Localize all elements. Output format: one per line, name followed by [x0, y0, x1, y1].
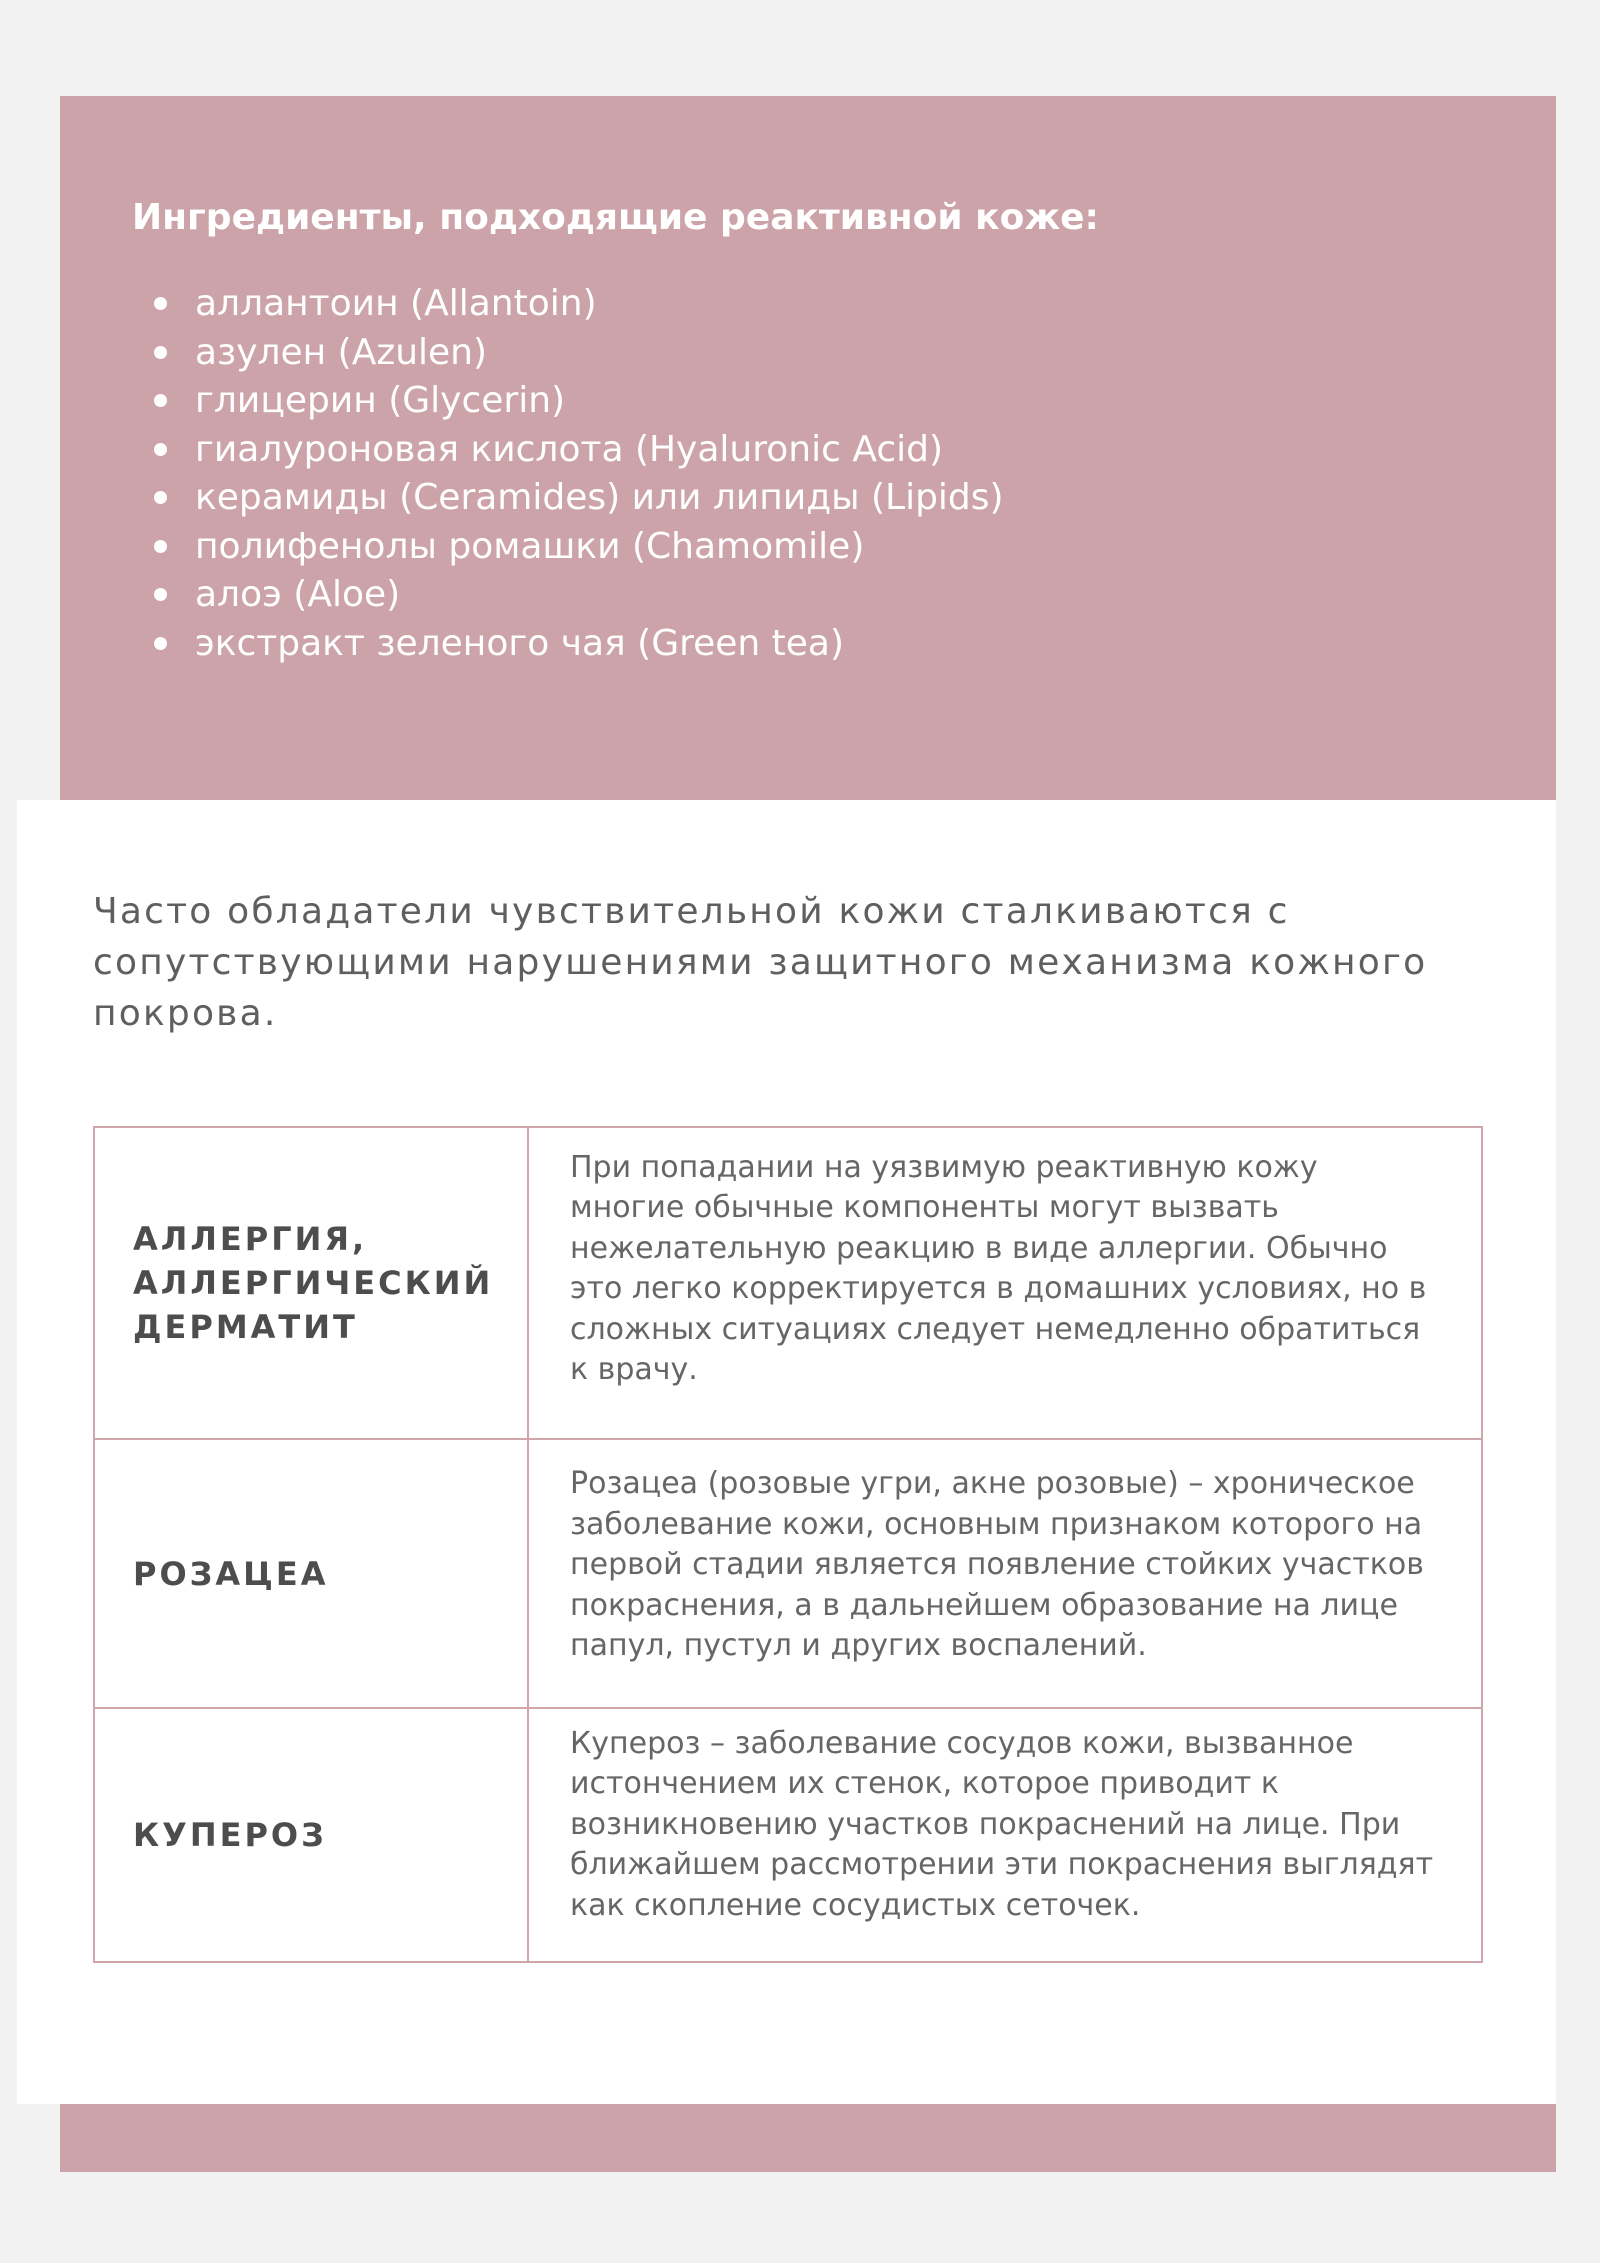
- condition-description-cell: [528, 1127, 1482, 1439]
- ingredients-section: [132, 190, 1432, 668]
- list-item: [132, 474, 1432, 523]
- ingredient-label: керамиды (Ceramides) или липиды (Lipids): [195, 477, 1004, 518]
- condition-description: При попадании на уязвимую реактивную кожу многие обычные компоненты могут вызвать нежелательную реакцию в виде аллергии. Обычно это легко корректируется в домашних условиях, но в сложных ситуациях следует немедленно обратиться к врачу.: [570, 1149, 1427, 1387]
- bullet-icon: [154, 491, 167, 504]
- condition-description-cell: [528, 1439, 1482, 1708]
- bullet-icon: [154, 588, 167, 601]
- ingredients-title: Ингредиенты, подходящие реактивной коже:: [132, 197, 1099, 238]
- ingredient-label: полифенолы ромашки (Chamomile): [195, 525, 865, 567]
- list-item: [132, 571, 1432, 620]
- list-item: [132, 620, 1432, 669]
- ingredient-label: алоэ (Aloe): [195, 574, 401, 615]
- ingredients-list: [132, 280, 1432, 668]
- ingredient-label: экстракт зеленого чая (Green tea): [195, 622, 845, 664]
- table-row: [94, 1127, 1482, 1439]
- list-item: [132, 426, 1432, 475]
- bullet-icon: [154, 540, 167, 553]
- list-item: [132, 329, 1432, 378]
- ingredient-label: глицерин (Glycerin): [195, 380, 566, 421]
- bullet-icon: [154, 443, 167, 456]
- list-item: [132, 280, 1432, 329]
- ingredient-label: гиалуроновая кислота (Hyaluronic Acid): [195, 428, 944, 470]
- intro-paragraph: Часто обладатели чувствительной кожи сталкиваются с сопутствующими нарушениями защитного механизма кожного покрова.: [93, 891, 1428, 1034]
- bullet-icon: [154, 394, 167, 407]
- bullet-icon: [154, 346, 167, 359]
- ingredient-label: азулен (Azulen): [195, 331, 488, 373]
- condition-description: Купероз – заболевание сосудов кожи, вызванное истончением их стенок, которое приводит к возникновению участков покраснений на лице. При ближайшем рассмотрении эти покраснения выглядят как скопление сосудистых сеточек.: [570, 1725, 1434, 1923]
- list-item: [132, 523, 1432, 572]
- condition-term: КУПЕРОЗ: [94, 1708, 528, 1962]
- conditions-card: [17, 800, 1556, 2104]
- table-row: [94, 1708, 1482, 1962]
- ingredient-label: аллантоин (Allantoin): [195, 283, 597, 324]
- condition-term: РОЗАЦЕА: [94, 1439, 528, 1708]
- list-item: [132, 377, 1432, 426]
- conditions-table: [93, 1126, 1483, 1963]
- bullet-icon: [154, 637, 167, 650]
- bullet-icon: [154, 297, 167, 310]
- condition-description-cell: [528, 1708, 1482, 1962]
- condition-description: Розацеа (розовые угри, акне розовые) – хроническое заболевание кожи, основным признаком которого на первой стадии является появление стойких участков покраснения, а в дальнейшем образование на лице папул, пустул и других воспалений.: [570, 1466, 1424, 1664]
- condition-term: АЛЛЕРГИЯ, АЛЛЕРГИЧЕСКИЙ ДЕРМАТИТ: [94, 1127, 528, 1439]
- table-row: [94, 1439, 1482, 1708]
